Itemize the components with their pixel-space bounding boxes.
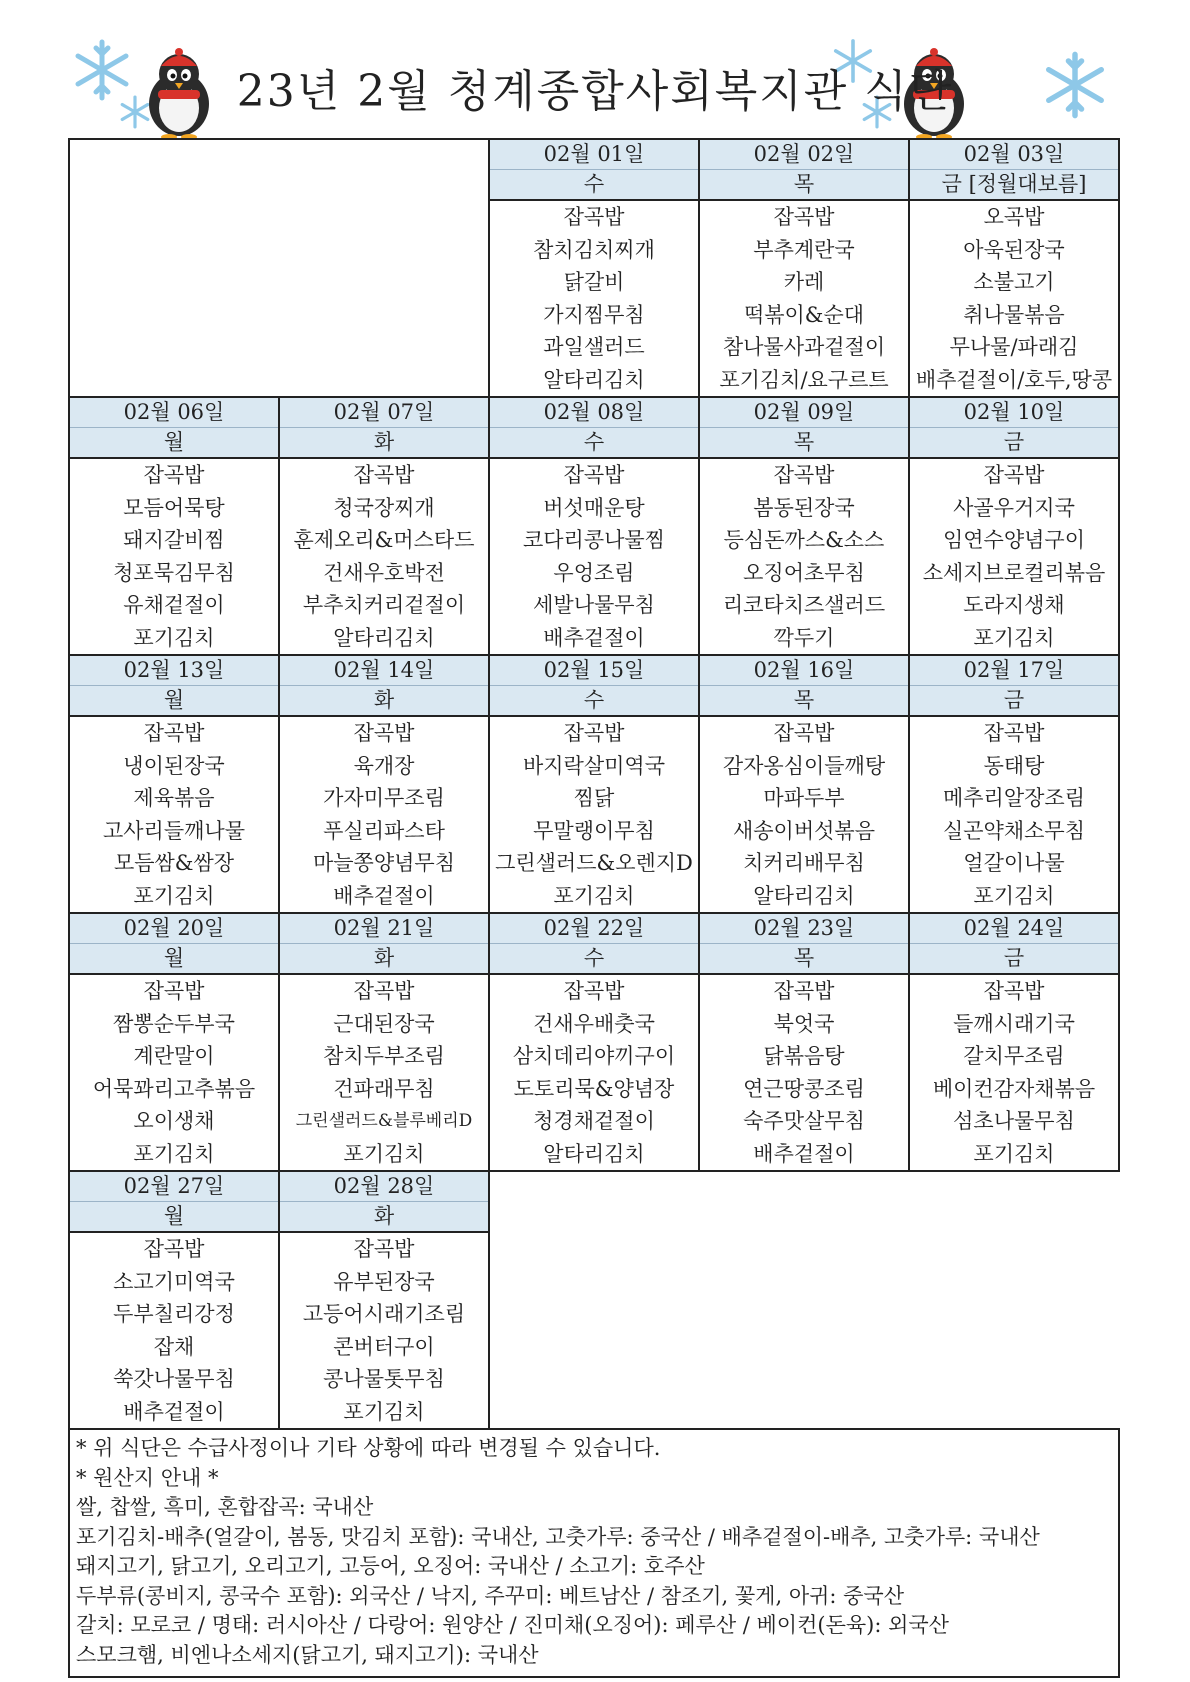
- day-weekday: 금: [910, 685, 1118, 715]
- day-date: 02월 28일: [333, 1174, 435, 1198]
- menu-item: 배추겉절이: [543, 625, 645, 650]
- menu-item: 소고기미역국: [113, 1269, 235, 1294]
- day-header: [699, 139, 909, 200]
- menu-item: 포기김치: [973, 625, 1055, 650]
- day-date: 02월 22일: [543, 916, 645, 940]
- note-line: 돼지고기, 닭고기, 오리고기, 고등어, 오징어: 국내산 / 소고기: 호주산: [76, 1554, 705, 1578]
- day-header: [909, 655, 1119, 716]
- day-weekday: 월: [70, 943, 278, 973]
- day-header: [489, 397, 699, 458]
- menu-item: 잡곡밥: [353, 979, 415, 1003]
- day-header: [69, 397, 279, 458]
- day-header: [699, 655, 909, 716]
- menu-item: 배추겉절이: [333, 883, 435, 908]
- menu-item: 가지찜무침: [543, 302, 645, 327]
- menu-item: 바지락살미역국: [522, 753, 665, 778]
- day-menu: [909, 200, 1119, 397]
- day-header: [279, 655, 489, 716]
- menu-item: 알타리김치: [333, 625, 435, 650]
- day-weekday: 금: [910, 427, 1118, 457]
- menu-item: 포기김치: [133, 883, 215, 908]
- day-date: 02월 07일: [333, 400, 435, 424]
- menu-item: 도라지생채: [963, 593, 1065, 617]
- day-date: 02월 17일: [963, 658, 1065, 682]
- menu-item: 건파래무침: [333, 1076, 435, 1101]
- day-header: [279, 397, 489, 458]
- day-menu: [69, 974, 279, 1171]
- menu-table: [68, 138, 1120, 1678]
- day-date: 02월 08일: [543, 400, 645, 424]
- menu-item: 배추겉절이: [753, 1141, 855, 1166]
- menu-item: 잡곡밥: [563, 979, 625, 1003]
- day-menu: [909, 974, 1119, 1171]
- menu-item: 코다리콩나물찜: [522, 528, 665, 552]
- menu-item: 소세지브로컬리볶음: [922, 560, 1106, 585]
- menu-item: 잡곡밥: [563, 205, 625, 229]
- day-menu: [279, 974, 489, 1171]
- day-date: 02월 24일: [963, 916, 1065, 940]
- menu-item: 유부된장국: [333, 1269, 435, 1294]
- note-line: 포기김치-배추(얼갈이, 봄동, 맛김치 포함): 국내산, 고춧가루: 중국산 / 배추겉절이-배추, 고춧가루: 국내산: [76, 1524, 1040, 1549]
- menu-item: 모듬어묵탕: [123, 495, 225, 520]
- day-menu: [699, 458, 909, 655]
- day-header: [69, 1171, 279, 1232]
- day-date: 02월 09일: [753, 400, 855, 424]
- day-weekday: 월: [70, 685, 278, 715]
- menu-item: 마늘쫑양념무침: [312, 851, 455, 875]
- day-menu: [489, 458, 699, 655]
- day-date: 02월 21일: [333, 916, 435, 940]
- note-line: * 원산지 안내 *: [76, 1465, 219, 1490]
- menu-item: 잡곡밥: [353, 1237, 415, 1261]
- menu-item: 오이생채: [133, 1109, 215, 1133]
- day-menu: [699, 200, 909, 397]
- day-weekday: 목: [700, 943, 908, 973]
- menu-item: 잡곡밥: [773, 979, 835, 1003]
- menu-item: 포기김치: [973, 1141, 1055, 1166]
- day-date: 02월 02일: [753, 142, 855, 166]
- day-menu: [489, 974, 699, 1171]
- day-weekday: 목: [700, 169, 908, 199]
- menu-item: 들깨시래기국: [953, 1011, 1075, 1036]
- menu-item: 오징어초무침: [743, 560, 865, 585]
- day-weekday: 금: [910, 943, 1118, 973]
- day-menu: [489, 716, 699, 913]
- origin-notes: [69, 1429, 1119, 1677]
- empty-cell: [489, 1171, 1119, 1429]
- menu-item: 포기김치: [133, 1141, 215, 1166]
- menu-item: 포기김치: [343, 1141, 425, 1166]
- menu-item: 훈제오리&머스타드: [293, 528, 475, 552]
- menu-item: 가자미무조림: [323, 786, 445, 810]
- menu-item: 참나물사과겉절이: [722, 335, 886, 359]
- menu-item: 잡곡밥: [563, 721, 625, 745]
- menu-item: 감자옹심이들깨탕: [722, 753, 886, 778]
- day-weekday: 목: [700, 427, 908, 457]
- menu-item: 숙주맛살무침: [743, 1109, 865, 1133]
- menu-item: 깍두기: [773, 625, 835, 650]
- menu-item: 임연수양념구이: [942, 528, 1085, 552]
- menu-item: 등심돈까스&소스: [723, 528, 885, 552]
- day-menu: [69, 458, 279, 655]
- menu-item: 얼갈이나물: [963, 851, 1065, 875]
- menu-item: 참치두부조림: [323, 1044, 445, 1068]
- menu-item: 잡곡밥: [983, 721, 1045, 745]
- day-menu: [279, 458, 489, 655]
- menu-item: 사골우거지국: [953, 495, 1075, 520]
- day-weekday: 화: [280, 943, 488, 973]
- note-line: 두부류(콩비지, 콩국수 포함): 외국산 / 낙지, 주꾸미: 베트남산 / 참조기, 꽃게, 아귀: 중국산: [76, 1583, 905, 1608]
- menu-item: 어묵꽈리고추볶음: [92, 1076, 256, 1101]
- day-date: 02월 27일: [123, 1174, 225, 1198]
- menu-item: 청국장찌개: [333, 495, 435, 520]
- menu-item: 포기김치: [553, 883, 635, 908]
- day-weekday: 수: [490, 427, 698, 457]
- menu-item: 냉이된장국: [123, 753, 225, 778]
- day-weekday: 수: [490, 943, 698, 973]
- menu-item: 마파두부: [763, 786, 845, 810]
- day-header: [279, 1171, 489, 1232]
- menu-item: 부추치커리겉절이: [302, 593, 466, 617]
- menu-item: 베이컨감자채볶음: [932, 1076, 1096, 1101]
- menu-item: 찜닭: [573, 786, 615, 810]
- menu-item: 콘버터구이: [333, 1334, 435, 1359]
- menu-item: 포기김치: [343, 1399, 425, 1424]
- menu-item: 메추리알장조림: [942, 786, 1085, 810]
- menu-item: 카레: [783, 270, 825, 294]
- menu-item: 치커리배무침: [743, 851, 865, 875]
- day-date: 02월 15일: [543, 658, 645, 682]
- menu-item: 아욱된장국: [963, 237, 1065, 262]
- menu-item: 오곡밥: [983, 205, 1045, 229]
- menu-item: 소불고기: [973, 270, 1055, 294]
- menu-item: 고등어시래기조림: [302, 1302, 466, 1326]
- note-line: 쌀, 찹쌀, 흑미, 혼합잡곡: 국내산: [76, 1495, 374, 1519]
- day-date: 02월 03일: [963, 142, 1065, 166]
- day-header: [489, 139, 699, 200]
- menu-item: 콩나물톳무침: [323, 1367, 445, 1391]
- day-date: 02월 06일: [123, 400, 225, 424]
- menu-item: 포기김치/요구르트: [719, 367, 889, 392]
- day-weekday: 월: [70, 1201, 278, 1231]
- menu-item: 짬뽕순두부국: [113, 1011, 235, 1036]
- menu-item: 새송이버섯볶음: [732, 818, 875, 843]
- menu-item: 포기김치: [973, 883, 1055, 908]
- menu-item: 청포묵김무침: [113, 560, 235, 585]
- menu-item: 잡곡밥: [773, 205, 835, 229]
- menu-item: 연근땅콩조림: [743, 1076, 865, 1101]
- note-line: * 위 식단은 수급사정이나 기타 상황에 따라 변경될 수 있습니다.: [76, 1436, 661, 1460]
- day-menu: [69, 1232, 279, 1429]
- menu-item: 잡곡밥: [773, 721, 835, 745]
- menu-item: 닭갈비: [563, 270, 625, 294]
- menu-item: 배추겉절이: [123, 1399, 225, 1424]
- day-weekday: 화: [280, 427, 488, 457]
- menu-item: 북엇국: [773, 1011, 835, 1036]
- menu-item: 잡채: [153, 1334, 195, 1359]
- menu-item: 쑥갓나물무침: [113, 1367, 235, 1391]
- day-header: [699, 397, 909, 458]
- day-menu: [69, 716, 279, 913]
- menu-item: 모듬쌈&쌈장: [113, 851, 235, 875]
- day-weekday: 목: [700, 685, 908, 715]
- menu-item: 잡곡밥: [563, 463, 625, 487]
- day-header: [489, 655, 699, 716]
- day-menu: [279, 716, 489, 913]
- menu-item: 푸실리파스타: [323, 818, 445, 843]
- menu-item: 부추계란국: [753, 237, 855, 262]
- menu-item: 버섯매운탕: [543, 495, 645, 520]
- menu-item: 취나물볶음: [963, 302, 1065, 327]
- menu-item: 갈치무조림: [963, 1044, 1065, 1068]
- day-date: 02월 13일: [123, 658, 225, 682]
- day-date: 02월 10일: [963, 400, 1065, 424]
- menu-item: 섬초나물무침: [953, 1109, 1075, 1133]
- day-menu: [699, 974, 909, 1171]
- menu-item: 잡곡밥: [773, 463, 835, 487]
- menu-item: 알타리김치: [543, 1141, 645, 1166]
- menu-item: 육개장: [353, 753, 415, 778]
- menu-item: 잡곡밥: [353, 463, 415, 487]
- note-line: 스모크햄, 비엔나소세지(닭고기, 돼지고기): 국내산: [76, 1642, 539, 1667]
- menu-item: 떡볶이&순대: [743, 302, 865, 327]
- day-header: [909, 913, 1119, 974]
- menu-item: 그린샐러드&블루베리D: [295, 1111, 473, 1131]
- menu-item: 동태탕: [983, 753, 1045, 778]
- day-header: [699, 913, 909, 974]
- menu-item: 잡곡밥: [143, 1237, 205, 1261]
- menu-item: 삼치데리야끼구이: [512, 1044, 676, 1068]
- menu-item: 무나물/파래김: [949, 335, 1079, 359]
- day-date: 02월 20일: [123, 916, 225, 940]
- note-line: 갈치: 모로코 / 명태: 러시아산 / 다랑어: 원양산 / 진미채(오징어): 페루산 / 베이컨(돈육): 외국산: [76, 1613, 949, 1637]
- menu-item: 잡곡밥: [983, 463, 1045, 487]
- menu-item: 잡곡밥: [143, 463, 205, 487]
- menu-item: 닭볶음탕: [763, 1044, 845, 1068]
- menu-item: 배추겉절이/호두,땅콩: [915, 367, 1113, 392]
- menu-item: 도토리묵&양념장: [513, 1076, 675, 1101]
- day-date: 02월 16일: [753, 658, 855, 682]
- menu-item: 무말랭이무침: [533, 818, 655, 843]
- day-header: [909, 397, 1119, 458]
- day-weekday: 화: [280, 685, 488, 715]
- day-weekday: 월: [70, 427, 278, 457]
- page-title: 23년 2월 청계종합사회복지관 식단: [236, 66, 954, 117]
- day-menu: [489, 200, 699, 397]
- day-menu: [699, 716, 909, 913]
- day-weekday: 수: [490, 169, 698, 199]
- day-header: [279, 913, 489, 974]
- menu-item: 포기김치: [133, 625, 215, 650]
- day-date: 02월 23일: [753, 916, 855, 940]
- day-weekday: 화: [280, 1201, 488, 1231]
- menu-item: 참치김치찌개: [533, 237, 655, 262]
- menu-item: 잡곡밥: [143, 979, 205, 1003]
- day-menu: [909, 458, 1119, 655]
- menu-item: 알타리김치: [543, 367, 645, 392]
- menu-item: 고사리들깨나물: [102, 818, 245, 843]
- day-menu: [909, 716, 1119, 913]
- menu-item: 세발나물무침: [533, 593, 655, 617]
- menu-item: 실곤약채소무침: [942, 818, 1085, 843]
- day-weekday: 금 [정월대보름]: [910, 169, 1118, 199]
- menu-item: 유채겉절이: [123, 593, 225, 617]
- day-menu: [279, 1232, 489, 1429]
- menu-item: 근대된장국: [333, 1011, 435, 1036]
- menu-item: 청경채겉절이: [533, 1109, 655, 1133]
- menu-item: 건새우배춧국: [533, 1011, 655, 1036]
- day-date: 02월 01일: [543, 142, 645, 166]
- day-header: [69, 913, 279, 974]
- menu-item: 돼지갈비찜: [123, 528, 225, 552]
- menu-item: 알타리김치: [753, 883, 855, 908]
- menu-item: 봄동된장국: [753, 495, 855, 520]
- menu-item: 건새우호박전: [323, 560, 445, 585]
- menu-item: 그린샐러드&오렌지D: [495, 851, 693, 875]
- menu-item: 계란말이: [133, 1044, 215, 1068]
- empty-cell: [69, 139, 489, 397]
- menu-item: 잡곡밥: [143, 721, 205, 745]
- menu-item: 리코타치즈샐러드: [722, 593, 886, 617]
- menu-item: 제육볶음: [133, 786, 215, 810]
- day-date: 02월 14일: [333, 658, 435, 682]
- menu-item: 잡곡밥: [983, 979, 1045, 1003]
- day-header: [69, 655, 279, 716]
- menu-item: 과일샐러드: [543, 335, 645, 359]
- menu-item: 잡곡밥: [353, 721, 415, 745]
- day-header: [909, 139, 1119, 200]
- day-weekday: 수: [490, 685, 698, 715]
- menu-item: 우엉조림: [553, 560, 635, 585]
- day-header: [489, 913, 699, 974]
- menu-item: 두부칠리강정: [113, 1302, 235, 1326]
